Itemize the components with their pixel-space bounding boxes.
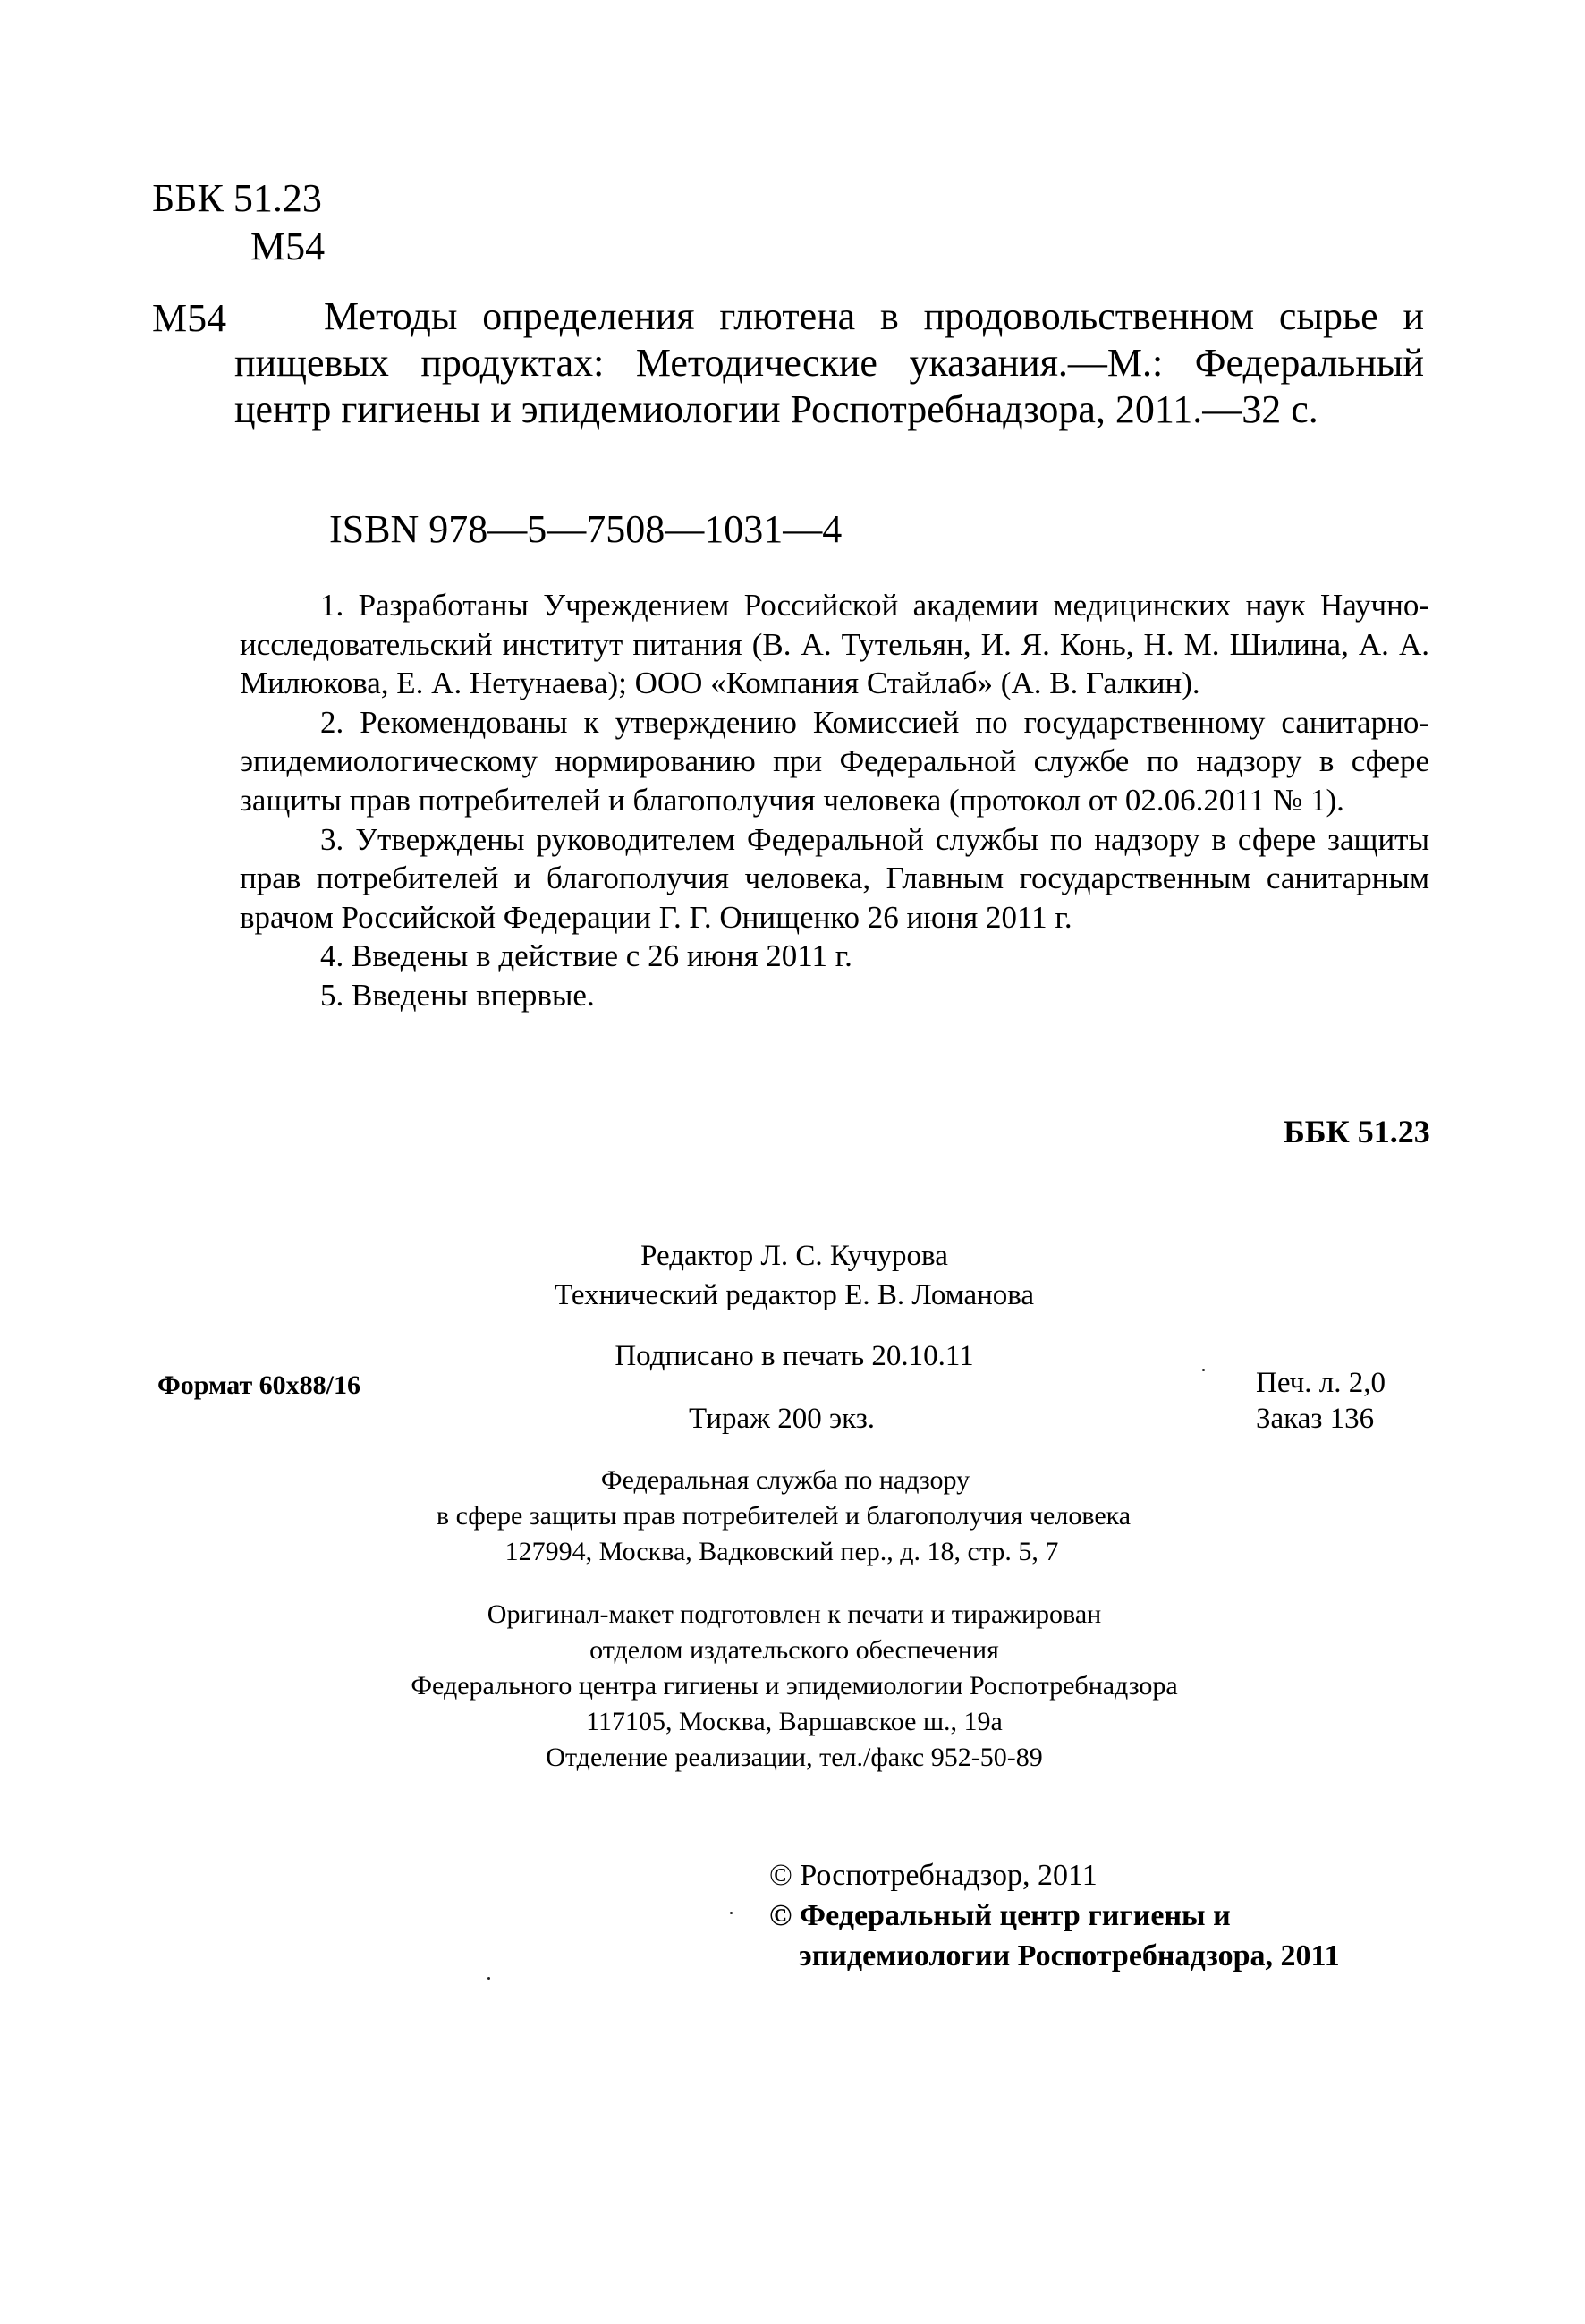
copyright-line: эпидемиологии Роспотребнадзора, 2011	[799, 1939, 1340, 1972]
layout-source-line: отделом издательского обеспечения	[589, 1635, 999, 1665]
copyright-line: © Роспотребнадзор, 2011	[769, 1859, 1098, 1892]
signed-date: Подписано в печать 20.10.11	[615, 1340, 974, 1372]
catalog-description	[234, 293, 1424, 433]
catalog-description-text: Методы определения глютена в продовольственном сырье и пищевых продуктах: Методические указания.—М.: Федеральный центр гигиены и эпидемиологии Роспотребнадзора, 2011.—32 с.	[234, 294, 1424, 431]
order-number: Заказ 136	[1256, 1403, 1375, 1435]
bbk-code-bottom: ББК 51.23	[1284, 1114, 1430, 1149]
isbn: ISBN 978—5—7508—1031—4	[329, 507, 843, 551]
layout-source-line: Отделение реализации, тел./факс 952-50-89	[546, 1743, 1043, 1772]
scan-speck	[487, 1977, 490, 1980]
note-item: 3. Утверждены руководителем Федеральной службы по надзору в сфере защиты прав потребителей и благополучия человека, Главным государственным санитарным врачом Российской Федерации Г. Г. Онищенко 26 июня 2011 г.	[240, 821, 1429, 935]
layout-source-line: Федерального центра гигиены и эпидемиологии Роспотребнадзора	[411, 1671, 1178, 1701]
print-sheets: Печ. л. 2,0	[1256, 1367, 1386, 1399]
publisher-line: в сфере защиты прав потребителей и благополучия человека	[436, 1501, 1132, 1531]
catalog-code: М54	[152, 296, 227, 340]
note-item: 4. Введены в действие с 26 июня 2011 г.	[320, 938, 852, 974]
layout-source-line: Оригинал-макет подготовлен к печати и тиражирован	[487, 1599, 1102, 1629]
copyright-line: © Федеральный центр гигиены и	[769, 1899, 1231, 1932]
bbk-code: ББК 51.23	[152, 176, 322, 220]
note-item: 5. Введены впервые.	[320, 977, 595, 1013]
layout-source-line: 117105, Москва, Варшавское ш., 19а	[586, 1707, 1003, 1736]
format: Формат 60x88/16	[157, 1370, 361, 1400]
note-item: 1. Разработаны Учреждением Российской академии медицинских наук Научно-исследовательский институт питания (В. А. Тутельян, И. Я. Конь, Н. М. Шилина, А. А. Милюкова, Е. А. Нетунаева); ООО «Компания Стайлаб» (А. В. Галкин).	[240, 588, 1429, 701]
notes-list	[240, 586, 1429, 1015]
print-run: Тираж 200 экз.	[689, 1403, 875, 1435]
publisher-line: 127994, Москва, Вадковский пер., д. 18, стр. 5, 7	[504, 1537, 1059, 1566]
technical-editor: Технический редактор Е. В. Ломанова	[554, 1279, 1035, 1311]
publisher-line: Федеральная служба по надзору	[600, 1465, 970, 1495]
scan-speck	[730, 1912, 733, 1914]
editor: Редактор Л. С. Кучурова	[640, 1240, 948, 1272]
author-sign: М54	[250, 225, 326, 268]
scan-speck	[1202, 1369, 1205, 1371]
note-item: 2. Рекомендованы к утверждению Комиссией по государственному санитарно-эпидемиологическому нормированию при Федеральной службе по надзору в сфере защиты прав потребителей и благополучия человека (протокол от 02.06.2011 № 1).	[240, 704, 1429, 818]
